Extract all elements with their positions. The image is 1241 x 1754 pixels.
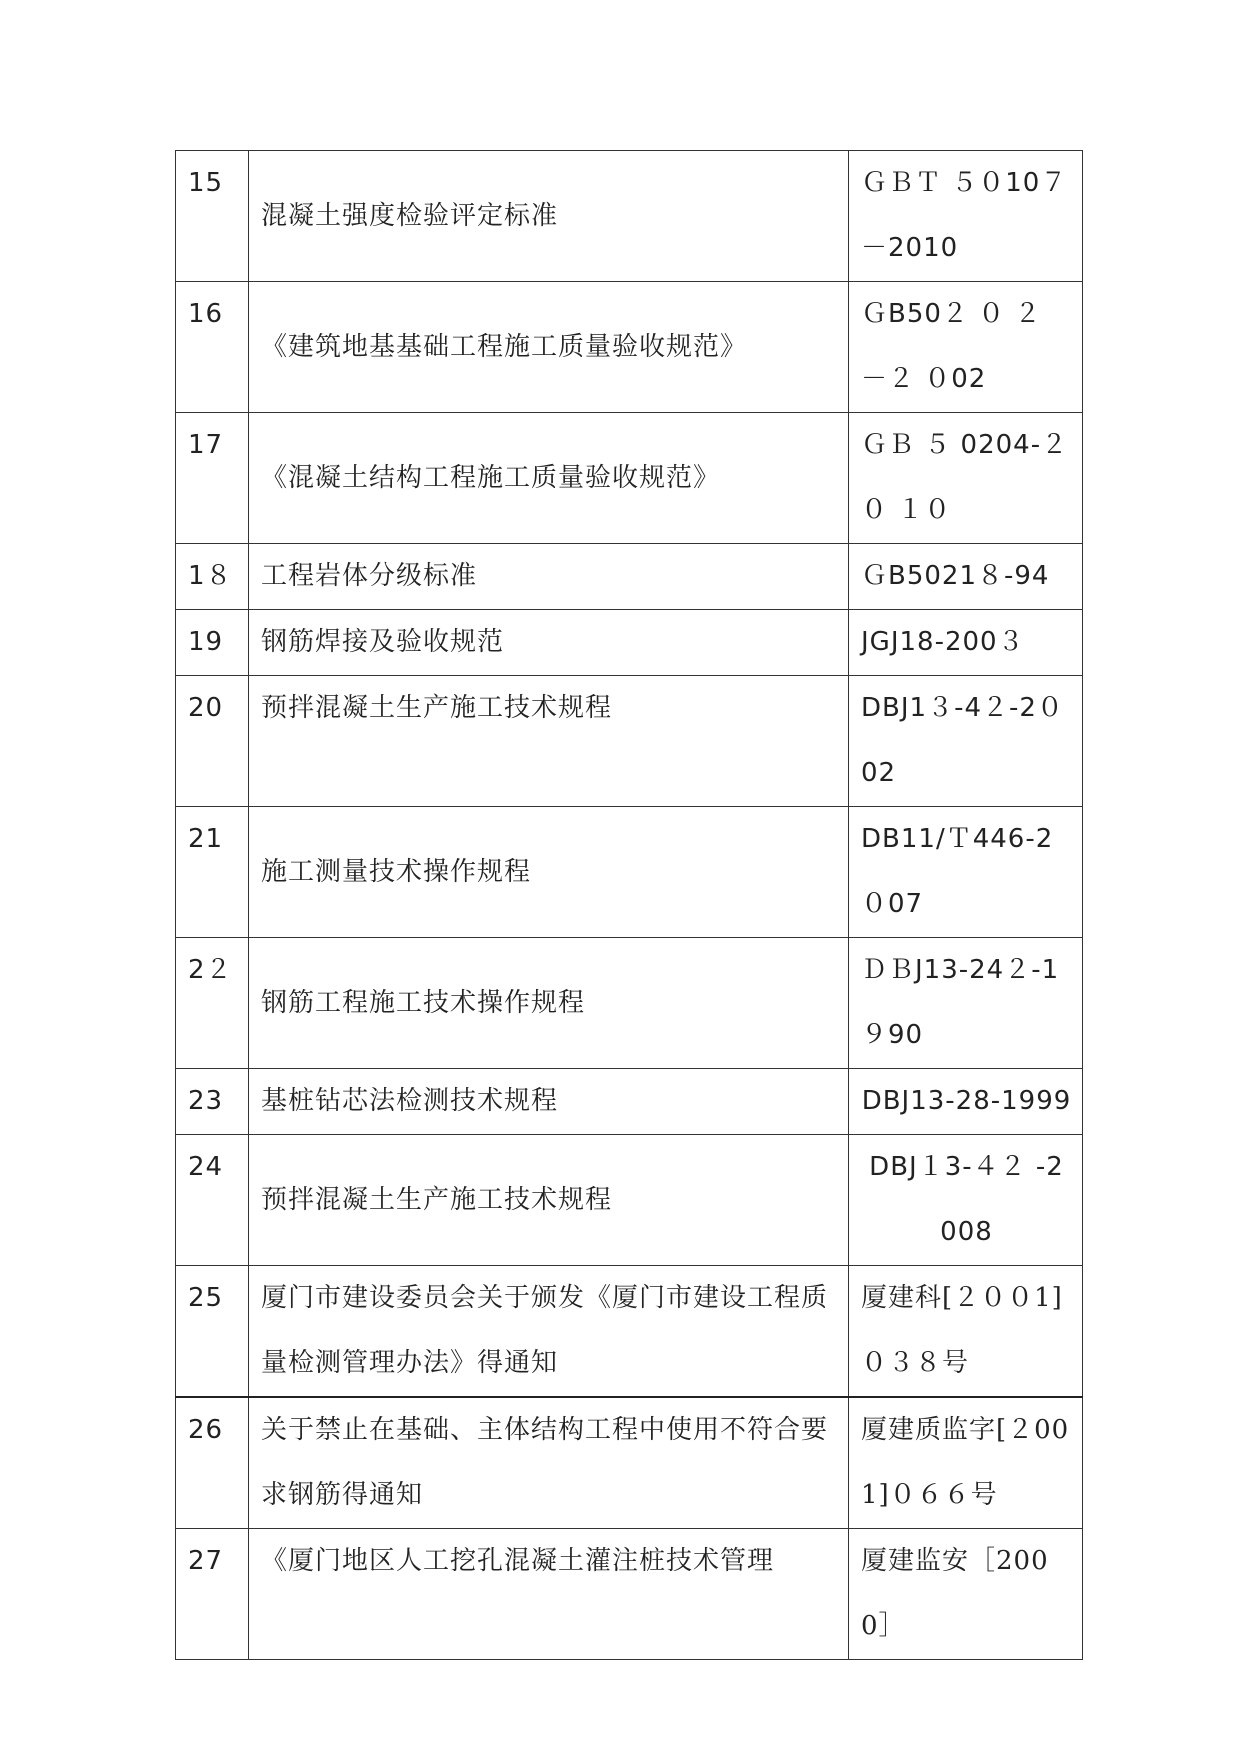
standard-code: 厦建科[２００1]０３８号 bbox=[849, 1266, 1083, 1398]
standard-code: ＤＢJ13-24２-1 ９90 bbox=[849, 938, 1083, 1069]
standards-table bbox=[175, 150, 1083, 1660]
row-number: 2２ bbox=[176, 938, 249, 1069]
table-row bbox=[176, 282, 1083, 413]
standard-code: ＧＢ ５ 0204-２０ １０ bbox=[849, 413, 1083, 544]
table-row bbox=[176, 1529, 1083, 1660]
row-number: 26 bbox=[176, 1397, 249, 1529]
standard-name: 关于禁止在基础、主体结构工程中使用不符合要求钢筋得通知 bbox=[249, 1397, 849, 1529]
standard-code: ＧB5021８-94 bbox=[849, 544, 1083, 610]
standard-code: ＧB50２ ０ ２ －２ ０02 bbox=[849, 282, 1083, 413]
row-number: 21 bbox=[176, 807, 249, 938]
table-row bbox=[176, 1135, 1083, 1266]
table-row bbox=[176, 938, 1083, 1069]
row-number: 1８ bbox=[176, 544, 249, 610]
standard-name: 混凝土强度检验评定标准 bbox=[249, 151, 849, 282]
standard-name: 《厦门地区人工挖孔混凝土灌注桩技术管理 bbox=[249, 1529, 849, 1660]
standard-name: 《建筑地基基础工程施工质量验收规范》 bbox=[249, 282, 849, 413]
row-number: 27 bbox=[176, 1529, 249, 1660]
table-row bbox=[176, 807, 1083, 938]
standard-name: 厦门市建设委员会关于颁发《厦门市建设工程质量检测管理办法》得通知 bbox=[249, 1266, 849, 1398]
standard-code: 厦建监安［2000］ bbox=[849, 1529, 1083, 1660]
row-number: 25 bbox=[176, 1266, 249, 1398]
table-row bbox=[176, 151, 1083, 282]
row-number: 23 bbox=[176, 1069, 249, 1135]
standard-name: 钢筋工程施工技术操作规程 bbox=[249, 938, 849, 1069]
standard-name: 预拌混凝土生产施工技术规程 bbox=[249, 676, 849, 807]
table-row bbox=[176, 676, 1083, 807]
standard-code: 厦建质监字[２001]０６６号 bbox=[849, 1397, 1083, 1529]
standard-code: DBJ13-28-1999 bbox=[849, 1069, 1083, 1135]
standard-code: DB11/Ｔ446-2０07 bbox=[849, 807, 1083, 938]
row-number: 19 bbox=[176, 610, 249, 676]
standard-name: 基桩钻芯法检测技术规程 bbox=[249, 1069, 849, 1135]
standard-code: DBJ１3-４２ -2008 bbox=[849, 1135, 1083, 1266]
row-number: 16 bbox=[176, 282, 249, 413]
row-number: 20 bbox=[176, 676, 249, 807]
table-row bbox=[176, 610, 1083, 676]
standard-name: 预拌混凝土生产施工技术规程 bbox=[249, 1135, 849, 1266]
standard-code: JGJ18-200３ bbox=[849, 610, 1083, 676]
table-row bbox=[176, 544, 1083, 610]
table-row bbox=[176, 1069, 1083, 1135]
table-row bbox=[176, 413, 1083, 544]
standard-name: 钢筋焊接及验收规范 bbox=[249, 610, 849, 676]
standard-code: DBJ1３-4２-2０02 bbox=[849, 676, 1083, 807]
standard-name: 施工测量技术操作规程 bbox=[249, 807, 849, 938]
standard-name: 《混凝土结构工程施工质量验收规范》 bbox=[249, 413, 849, 544]
table-row bbox=[176, 1266, 1083, 1398]
row-number: 24 bbox=[176, 1135, 249, 1266]
table-row bbox=[176, 1397, 1083, 1529]
standard-code: ＧＢＴ ５０10７－2010 bbox=[849, 151, 1083, 282]
standard-name: 工程岩体分级标准 bbox=[249, 544, 849, 610]
row-number: 15 bbox=[176, 151, 249, 282]
row-number: 17 bbox=[176, 413, 249, 544]
